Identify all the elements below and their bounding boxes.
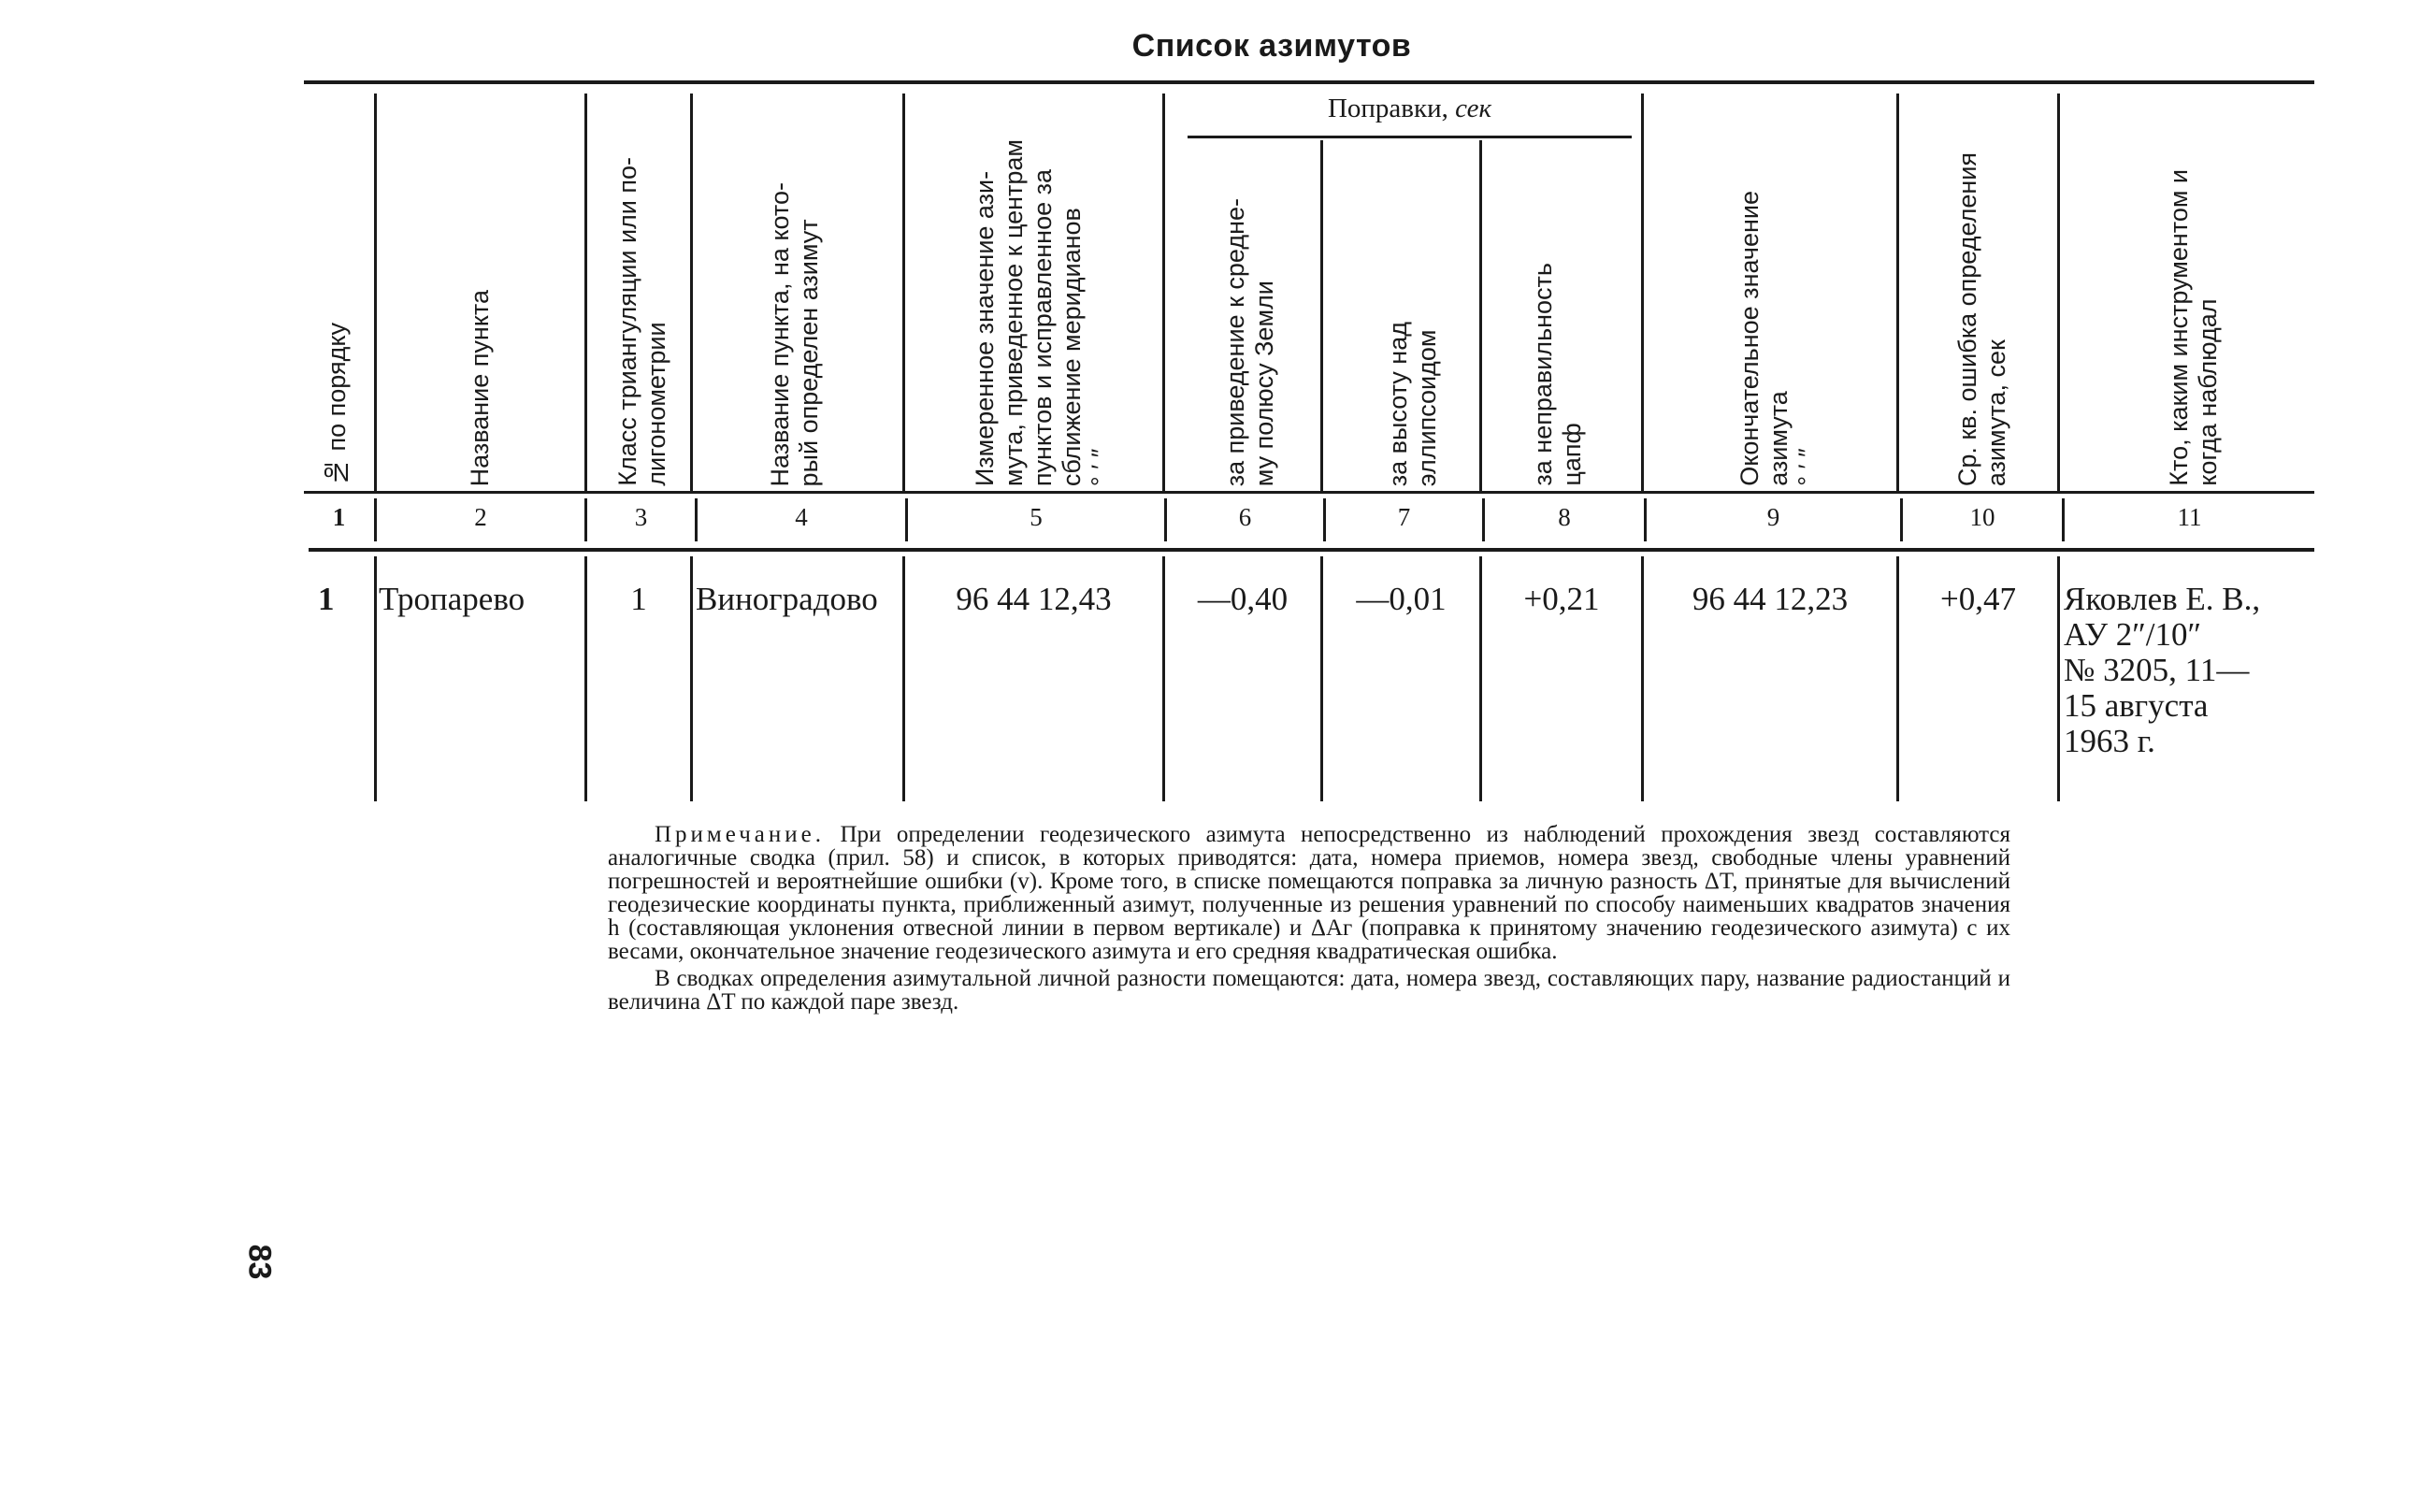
header-cell-11 — [2060, 94, 2314, 486]
cell-correction-pole: —0,40 — [1197, 581, 1289, 617]
column-number: 6 — [1238, 503, 1252, 531]
column-header: Название пункта — [466, 289, 494, 486]
header-bottom-rule — [304, 491, 2314, 494]
row-divider — [2057, 556, 2060, 801]
numbers-bottom-rule — [309, 548, 2314, 552]
group-header-rule — [1188, 136, 1632, 138]
column-header: № по порядку — [323, 323, 351, 486]
row-divider — [374, 556, 377, 801]
note-paragraph-2: В сводках определения азимутальной личной разности помещаются: дата, номера звезд, составляющих пару, название радиостанций и величина ΔT по каждой паре звезд. — [608, 966, 2010, 1015]
page-number: 83 — [241, 1244, 278, 1280]
cell-observer: Яковлев Е. В., АУ 2″/10″ № 3205, 11— 15 августа 1963 г. — [2064, 581, 2261, 759]
note-heading: Примечание. — [655, 822, 826, 847]
column-number: 5 — [1030, 503, 1043, 531]
column-number: 4 — [795, 503, 808, 531]
column-number: 7 — [1397, 503, 1411, 531]
table-top-rule — [304, 80, 2314, 84]
corrections-unit: сек — [1455, 94, 1492, 123]
column-header: Кто, каким инструментом и когда наблюдал — [2165, 169, 2222, 486]
column-number: 10 — [1969, 503, 1995, 531]
column-header: Название пункта, на кото- рый определен азимут — [766, 181, 823, 486]
column-header: Окончательное значение азимута ° ′ ″ — [1735, 191, 1822, 486]
corrections-group-header — [1188, 94, 1632, 124]
column-number: 2 — [474, 503, 487, 531]
column-number: 1 — [332, 503, 346, 531]
row-divider — [690, 556, 693, 801]
cell-measured-azimuth: 96 44 12,43 — [956, 581, 1112, 617]
cell-final-azimuth: 96 44 12,23 — [1692, 581, 1849, 617]
column-header: за неправильность цапф — [1529, 263, 1586, 486]
cell-order-number: 1 — [318, 581, 335, 617]
note-paragraph-1 — [608, 823, 2010, 963]
cell-target-station: Виноградово — [696, 581, 878, 617]
header-cell-1 — [304, 94, 374, 486]
header-cell-4 — [693, 94, 902, 486]
cell-correction-pivot: +0,21 — [1523, 581, 1600, 617]
footnote — [608, 823, 2010, 1017]
cell-class: 1 — [630, 581, 647, 617]
column-header: Ср. кв. ошибка определения азимута, сек — [1953, 151, 2010, 486]
header-cell-8 — [1482, 140, 1641, 486]
column-number: 8 — [1558, 503, 1571, 531]
column-number: 11 — [2177, 503, 2202, 531]
column-header: Класс триангуляции или по- лигонометрии — [613, 157, 670, 486]
cell-rms-error: +0,47 — [1940, 581, 2016, 617]
column-header: за приведение к средне- му полюсу Земли — [1221, 197, 1278, 486]
column-header: Измеренное значение ази- мута, приведенное к центрам пунктов и исправленное за сближение меридианов ° ′ ″ — [971, 138, 1115, 486]
cell-correction-height: —0,01 — [1356, 581, 1447, 617]
header-cell-9 — [1644, 94, 1896, 486]
cell-station-name: Тропарево — [379, 581, 526, 617]
header-cell-7 — [1323, 140, 1479, 486]
corrections-label: Поправки, — [1327, 94, 1448, 123]
note-text-1: При определении геодезического азимута непосредственно из наблюдений прохождения звезд составляются аналогичные сводка (прил. 58) и список, в которых приводятся: дата, номера приемов, номера звезд, свободные члены уравнений погрешностей и вероятнейшие ошибки (v). Кроме того, в списке помещаются поправка за личную разность ΔT, принятые для вычислений геодезические координаты пункта, приближенный азимут, полученные из решения уравнений по способу наименьших квадратов значения h (составляющая уклонения отвесной линии в первом вертикале) и ΔAг (поправка к принятому значению геодезического азимута) с их весами, окончательное значение геодезического азимута и его средняя квадратическая ошибка. — [608, 822, 2010, 964]
header-cell-2 — [377, 94, 584, 486]
page-title: Список азимутов — [1131, 28, 1412, 64]
header-cell-3 — [587, 94, 690, 486]
header-cell-5 — [905, 94, 1162, 486]
column-header: за высоту над эллипсоидом — [1384, 321, 1441, 486]
header-cell-6 — [1165, 140, 1320, 486]
header-cell-10 — [1899, 94, 2057, 486]
column-number: 9 — [1766, 503, 1780, 531]
column-number: 3 — [634, 503, 648, 531]
